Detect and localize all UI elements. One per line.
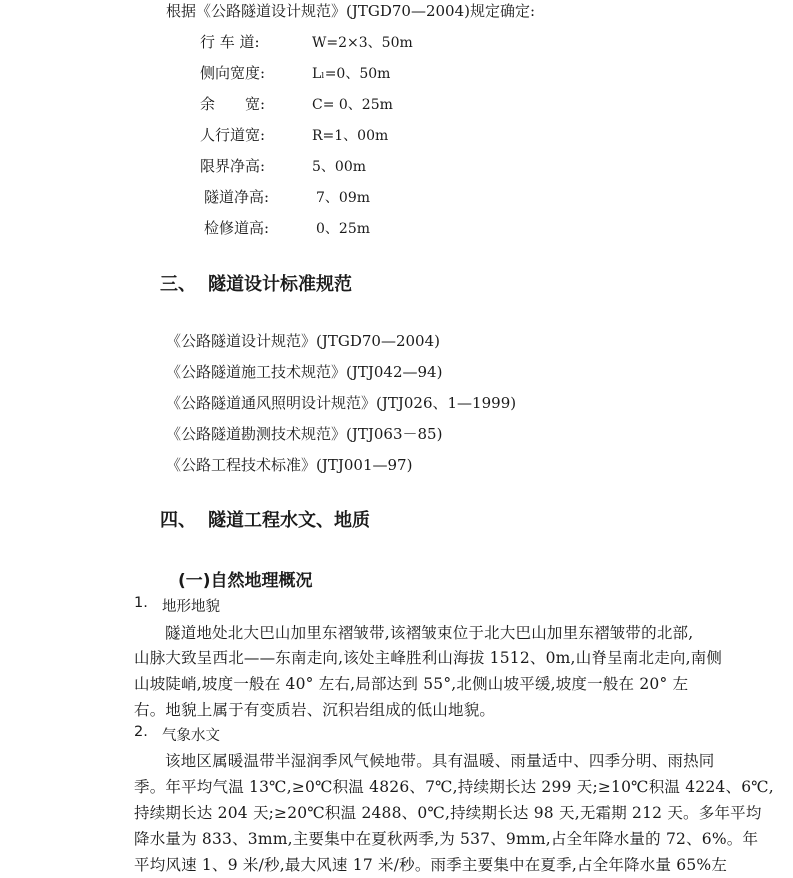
param-label: 检修道高: [204, 219, 270, 237]
standard-item: 《公路隧道设计规范》(JTGD70—2004) [166, 332, 440, 350]
item-number: 1. [134, 595, 148, 611]
paragraph-line: 降水量为 833、3mm,主要集中在夏秋两季,为 537、9mm,占全年降水量的 72、6%。年 [134, 830, 759, 848]
intro-text: 根据《公路隧道设计规范》(JTGD70—2004)规定确定: [166, 2, 536, 20]
param-value: W=2×3、50m [312, 35, 413, 51]
section-number: 四、 [160, 510, 196, 531]
subsection-heading: (一)自然地理概况 [178, 571, 313, 591]
standard-item: 《公路隧道通风照明设计规范》(JTJ026、1—1999) [166, 394, 517, 412]
paragraph-line: 季。年平均气温 13℃,≥0℃积温 4826、7℃,持续期长达 299 天;≥10℃积温 4224、6℃, [134, 778, 774, 796]
item-title: 地形地貌 [162, 599, 220, 615]
item-number: 2. [134, 724, 148, 740]
param-label: 人行道宽: [200, 126, 266, 144]
paragraph-line: 持续期长达 204 天;≥20℃积温 2488、0℃,持续期长达 98 天,无霜期 212 天。多年平均 [134, 804, 762, 822]
param-value: R=1、00m [312, 128, 389, 144]
paragraph-line: 该地区属暖温带半湿润季风气候地带。具有温暖、雨量适中、四季分明、雨热同 [165, 752, 715, 770]
param-label: 隧道净高: [204, 188, 270, 206]
section-number: 三、 [160, 274, 196, 295]
param-label: 侧向宽度: [200, 64, 266, 82]
param-label: 限界净高: [200, 157, 266, 175]
paragraph-line: 平均风速 1、9 米/秒,最大风速 17 米/秒。雨季主要集中在夏季,占全年降水量 65%左 [134, 856, 728, 874]
section-title: 隧道工程水文、地质 [208, 510, 370, 531]
param-value: 5、00m [312, 159, 366, 175]
standard-item: 《公路隧道施工技术规范》(JTJ042—94) [166, 363, 443, 381]
item-title: 气象水文 [162, 728, 220, 744]
paragraph-line: 山坡陡峭,坡度一般在 40° 左右,局部达到 55°,北侧山坡平缓,坡度一般在 20° 左 [134, 675, 689, 693]
paragraph-line: 隧道地处北大巴山加里东褶皱带,该褶皱束位于北大巴山加里东褶皱带的北部, [165, 624, 694, 642]
param-label: 余 宽: [200, 95, 266, 113]
param-label: 行 车 道: [200, 33, 260, 51]
paragraph-line: 右。地貌上属于有变质岩、沉积岩组成的低山地貌。 [134, 701, 496, 719]
standard-item: 《公路隧道勘测技术规范》(JTJ063－85) [166, 425, 443, 443]
section-title: 隧道设计标准规范 [208, 274, 352, 295]
param-value: 7、09m [316, 190, 370, 206]
param-value: Lₗ=0、50m [312, 66, 391, 82]
standard-item: 《公路工程技术标准》(JTJ001—97) [166, 456, 413, 474]
param-value: C= 0、25m [312, 97, 393, 113]
param-value: 0、25m [316, 221, 370, 237]
paragraph-line: 山脉大致呈西北——东南走向,该处主峰胜利山海拔 1512、0m,山脊呈南北走向,南侧 [134, 649, 723, 667]
